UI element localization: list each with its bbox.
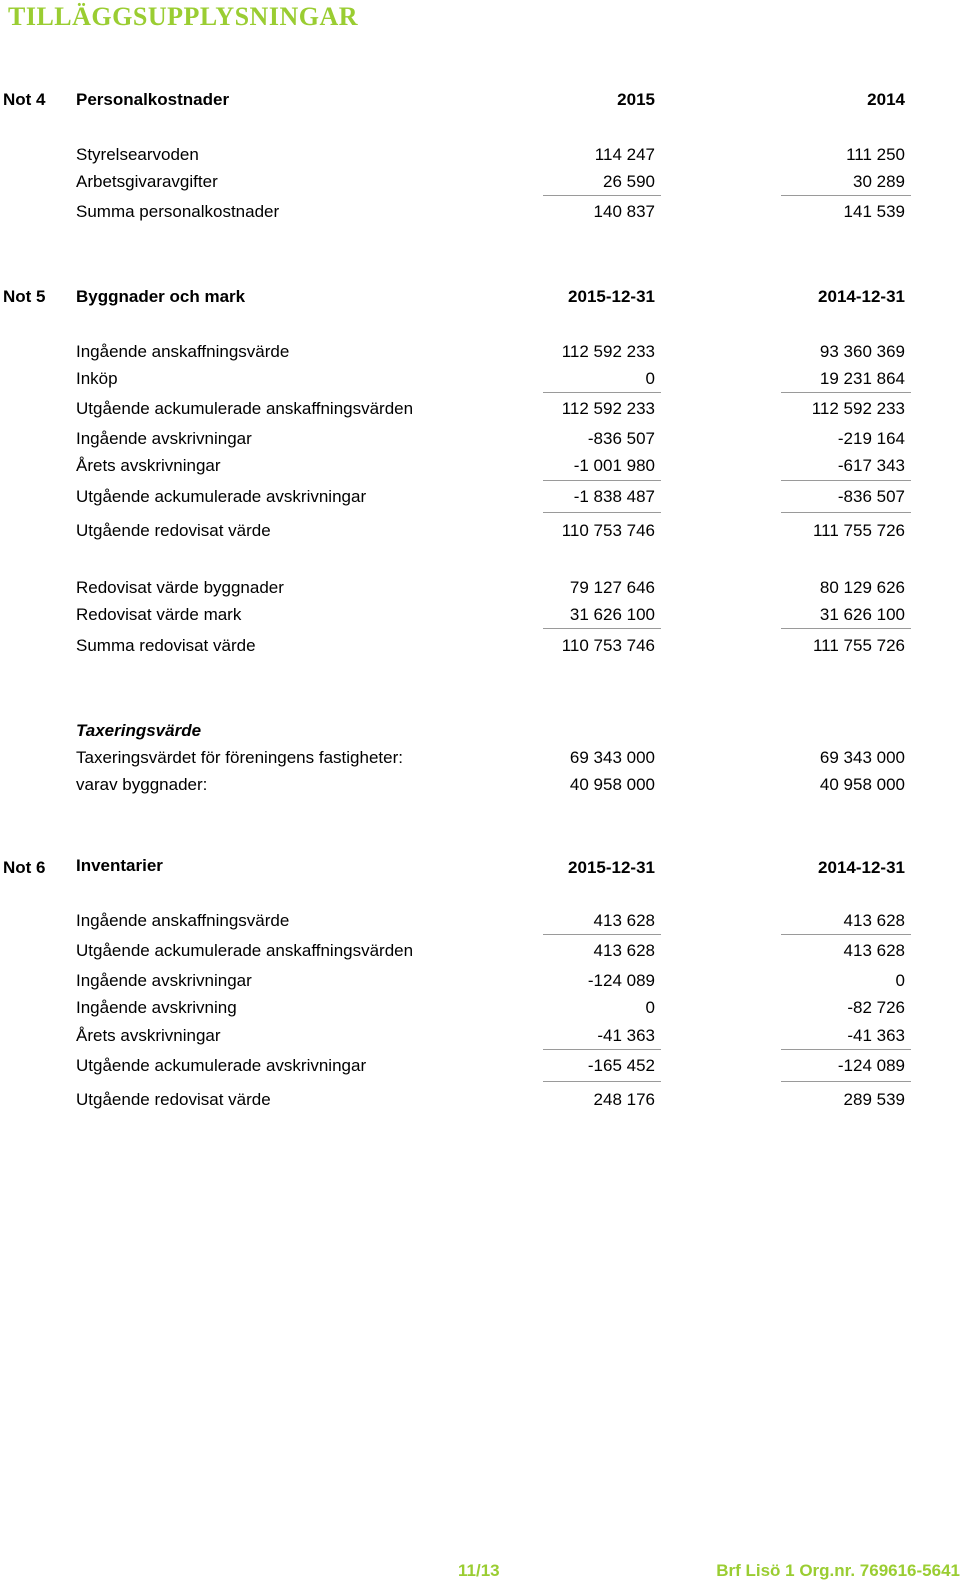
row-label: Redovisat värde byggnader	[76, 578, 284, 597]
subsection-heading: Taxeringsvärde	[76, 721, 202, 740]
row-value-1: 0	[645, 998, 655, 1017]
row-value-2: 69 343 000	[819, 748, 905, 767]
divider	[543, 628, 661, 629]
row-label: Ingående anskaffningsvärde	[76, 911, 290, 930]
row-label: Årets avskrivningar	[76, 1026, 221, 1045]
column-header-1: 2015-12-31	[568, 858, 655, 877]
row-value-2: 19 231 864	[819, 369, 905, 388]
table-row	[0, 368, 960, 390]
divider	[543, 1081, 661, 1082]
row-label: Utgående ackumulerade anskaffningsvärden	[76, 399, 414, 418]
table-row	[0, 970, 960, 992]
row-value-2: 413 628	[843, 941, 905, 960]
row-value-2: -41 363	[847, 1026, 905, 1045]
row-value-2: 31 626 100	[819, 605, 905, 624]
divider	[781, 480, 911, 481]
table-row	[0, 747, 960, 769]
table-row	[0, 428, 960, 450]
row-label: Arbetsgivaravgifter	[76, 172, 218, 191]
row-label: Årets avskrivningar	[76, 456, 221, 475]
row-label: Redovisat värde mark	[76, 605, 242, 624]
row-label: Summa redovisat värde	[76, 636, 256, 655]
row-value-2: 111 755 726	[812, 636, 905, 655]
table-row	[0, 1055, 960, 1077]
row-value-2: -617 343	[837, 456, 905, 475]
row-value-1: -1 838 487	[573, 487, 655, 506]
row-value-2: 413 628	[843, 911, 905, 930]
row-value-2: 40 958 000	[819, 775, 905, 794]
row-label: Utgående redovisat värde	[76, 1090, 271, 1109]
row-label: Taxeringsvärdet för föreningens fastigheter:	[76, 748, 403, 767]
row-label: Ingående anskaffningsvärde	[76, 342, 290, 361]
row-value-2: 289 539	[843, 1090, 905, 1109]
row-label: Utgående ackumulerade avskrivningar	[76, 487, 367, 506]
table-row	[0, 577, 960, 599]
row-value-1: 413 628	[593, 941, 655, 960]
divider	[543, 1049, 661, 1050]
divider	[781, 512, 911, 513]
row-value-1: 69 343 000	[569, 748, 655, 767]
row-value-1: 40 958 000	[569, 775, 655, 794]
row-value-2: -219 164	[837, 429, 905, 448]
table-row	[0, 455, 960, 477]
row-value-1: 112 592 233	[561, 399, 655, 418]
divider	[781, 934, 911, 935]
divider	[543, 512, 661, 513]
table-row	[0, 341, 960, 363]
table-row	[0, 201, 960, 223]
row-value-2: 111 250	[846, 145, 905, 164]
row-label: Ingående avskrivningar	[76, 429, 252, 448]
divider	[781, 628, 911, 629]
column-header-2: 2014-12-31	[818, 858, 905, 877]
table-row	[0, 486, 960, 508]
table-row	[0, 774, 960, 796]
row-value-1: 114 247	[594, 145, 655, 164]
page-title: TILLÄGGSUPPLYSNINGAR	[8, 2, 359, 31]
table-row	[0, 171, 960, 193]
row-label: Summa personalkostnader	[76, 202, 280, 221]
table-row	[0, 144, 960, 166]
divider	[781, 392, 911, 393]
row-value-1: 26 590	[603, 172, 655, 191]
divider	[543, 195, 661, 196]
table-row	[0, 635, 960, 657]
table-row	[0, 940, 960, 962]
section-heading: Personalkostnader	[76, 90, 230, 109]
divider	[543, 934, 661, 935]
row-label: Utgående redovisat värde	[76, 521, 271, 540]
divider	[781, 1049, 911, 1050]
row-value-1: 413 628	[593, 911, 655, 930]
row-value-1: 0	[645, 369, 655, 388]
row-value-1: 110 753 746	[561, 636, 655, 655]
row-value-1: -1 001 980	[573, 456, 655, 475]
divider	[543, 480, 661, 481]
section-heading: Inventarier	[76, 856, 163, 875]
row-label: Utgående ackumulerade anskaffningsvärden	[76, 941, 414, 960]
table-row	[0, 910, 960, 932]
row-value-2: 111 755 726	[812, 521, 905, 540]
row-label: varav byggnader:	[76, 775, 208, 794]
note-number: Not 4	[3, 90, 46, 109]
column-header-2: 2014	[867, 90, 905, 109]
not5-header	[0, 286, 960, 308]
divider	[543, 392, 661, 393]
row-label: Styrelsearvoden	[76, 145, 199, 164]
row-value-2: 0	[895, 971, 905, 990]
row-label: Ingående avskrivningar	[76, 971, 252, 990]
row-value-1: 112 592 233	[561, 342, 655, 361]
row-value-1: 110 753 746	[561, 521, 655, 540]
table-row	[0, 520, 960, 542]
column-header-1: 2015	[617, 90, 655, 109]
row-value-2: 141 539	[843, 202, 905, 221]
note-number: Not 5	[3, 287, 46, 306]
tax-heading-row	[0, 720, 960, 742]
divider	[781, 1081, 911, 1082]
row-value-2: 112 592 233	[811, 399, 905, 418]
row-value-1: 79 127 646	[569, 578, 655, 597]
row-label: Ingående avskrivning	[76, 998, 237, 1017]
not4-header	[0, 89, 960, 111]
row-value-2: -836 507	[837, 487, 905, 506]
column-header-2: 2014-12-31	[818, 287, 905, 306]
row-value-1: 140 837	[593, 202, 655, 221]
row-value-2: 80 129 626	[819, 578, 905, 597]
row-value-2: -124 089	[837, 1056, 905, 1075]
row-value-2: 30 289	[853, 172, 905, 191]
not6-header	[0, 855, 960, 877]
row-value-2: 93 360 369	[819, 342, 905, 361]
note-number: Not 6	[3, 858, 46, 877]
page-number: 11/13	[458, 1561, 500, 1580]
table-row	[0, 1025, 960, 1047]
row-value-1: -165 452	[587, 1056, 655, 1075]
row-label: Inköp	[76, 369, 118, 388]
row-value-1: -41 363	[597, 1026, 655, 1045]
table-row	[0, 997, 960, 1019]
row-value-2: -82 726	[847, 998, 905, 1017]
row-value-1: -124 089	[587, 971, 655, 990]
row-value-1: 248 176	[593, 1090, 655, 1109]
table-row	[0, 398, 960, 420]
table-row	[0, 604, 960, 626]
row-value-1: -836 507	[587, 429, 655, 448]
row-label: Utgående ackumulerade avskrivningar	[76, 1056, 367, 1075]
column-header-1: 2015-12-31	[568, 287, 655, 306]
section-heading: Byggnader och mark	[76, 287, 246, 306]
divider	[781, 195, 911, 196]
organization-footer: Brf Lisö 1 Org.nr. 769616-5641	[716, 1561, 960, 1580]
row-value-1: 31 626 100	[569, 605, 655, 624]
table-row	[0, 1089, 960, 1111]
